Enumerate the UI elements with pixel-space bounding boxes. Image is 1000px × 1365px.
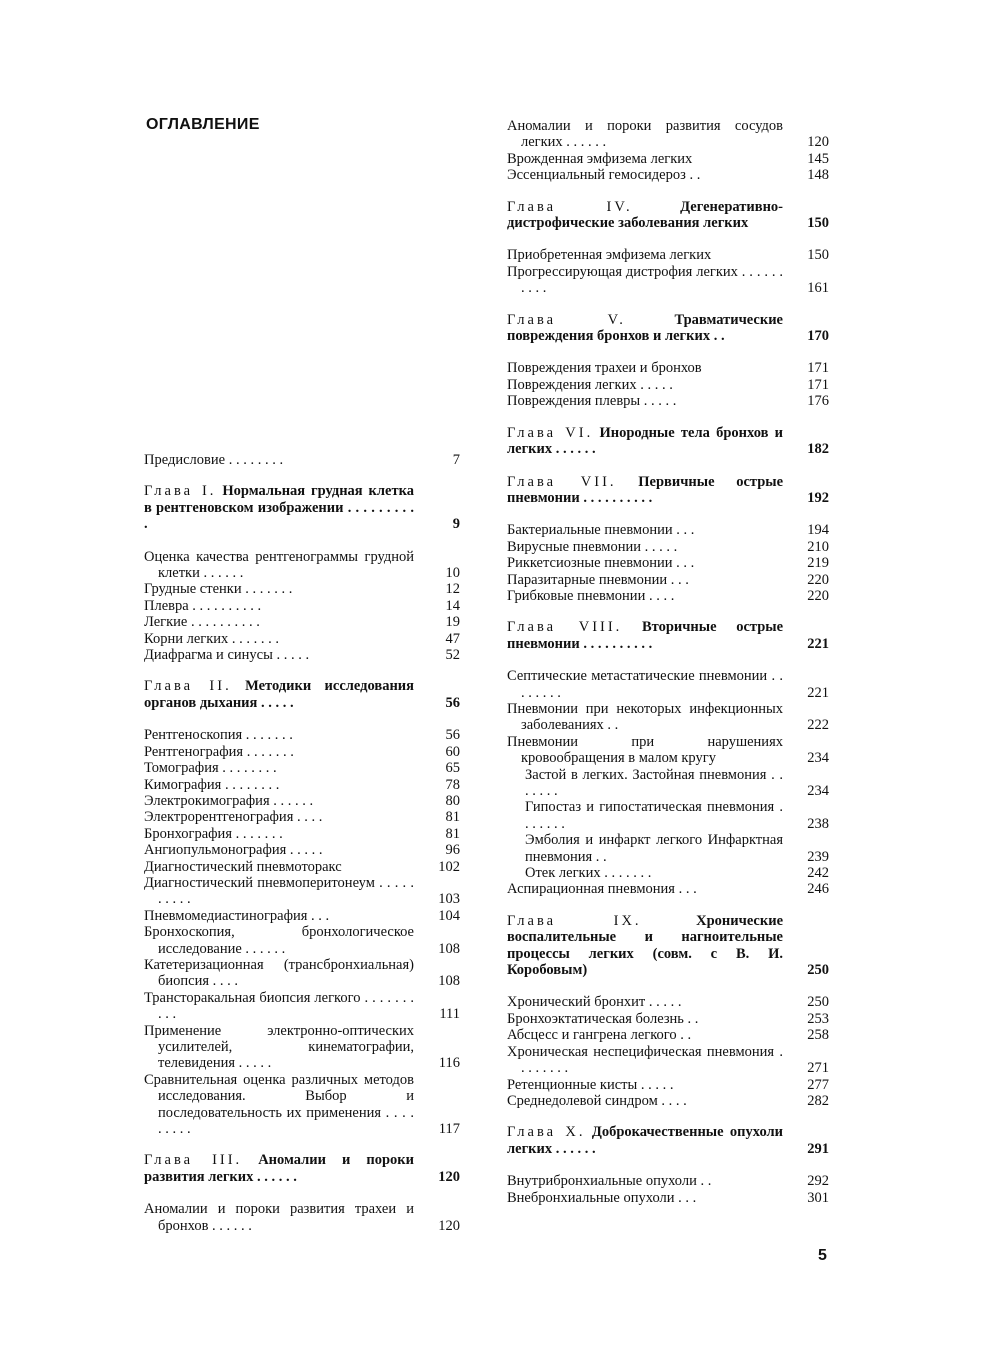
toc-chapter-entry — [144, 1152, 460, 1185]
toc-entry-title — [507, 425, 783, 458]
toc-entry — [507, 555, 829, 571]
toc-entry-title: Рентгеноскопия . . . . . . . — [144, 727, 293, 744]
toc-entry-title: Корни легких . . . . . . . — [144, 630, 280, 647]
toc-entry-title: Пневмомедиастинография . . . — [144, 907, 330, 924]
toc-entry — [507, 832, 829, 865]
toc-entry-title: Эмболия и инфаркт легкого Инфарктная пневмония . . — [525, 832, 783, 865]
toc-entry-title: Грудные стенки . . . . . . . — [144, 581, 293, 598]
toc-entry-title — [507, 199, 783, 232]
toc-entry-page: 210 — [807, 538, 829, 555]
toc-entry — [507, 264, 829, 297]
toc-entry — [144, 957, 460, 990]
toc-entry-page: 220 — [807, 587, 829, 604]
toc-entry-page: 234 — [807, 750, 829, 767]
toc-entry-page: 250 — [807, 962, 829, 979]
toc-entry-page: 145 — [807, 150, 829, 167]
toc-entry-page: 78 — [445, 776, 460, 793]
toc-entry — [507, 767, 829, 800]
toc-chapter-entry — [144, 678, 460, 711]
chapter-title: Аномалии и пороки развития легких . . . . . . — [144, 1152, 415, 1185]
toc-entry-title: Катетеризационная (трансбронхиальная) биопсия . . . . — [144, 956, 414, 990]
toc-entry-page: 161 — [807, 280, 829, 297]
toc-entry — [144, 727, 460, 743]
chapter-group — [507, 913, 829, 979]
toc-entry-page: 52 — [445, 647, 460, 664]
chapter-label: Глава V. — [507, 311, 626, 328]
toc-entry-title: Сравнительная оценка различных методов исследования. Выбор и последовательность их применения . . . . . . . . . — [144, 1071, 414, 1138]
toc-entry-page: 277 — [807, 1076, 829, 1093]
toc-entry-page: 117 — [438, 1121, 460, 1138]
toc-entry-page: 271 — [807, 1060, 829, 1077]
section-group — [144, 1201, 460, 1234]
toc-entry-page: 171 — [807, 360, 829, 377]
toc-entry-page: 12 — [445, 581, 460, 598]
toc-entry-title: Плевра . . . . . . . . . . — [144, 597, 262, 614]
toc-entry-page: 47 — [445, 630, 460, 647]
toc-entry — [144, 744, 460, 760]
toc-entry — [507, 539, 829, 555]
toc-entry-page: 234 — [807, 783, 829, 799]
toc-entry-title: Электрокимография . . . . . . — [144, 792, 314, 809]
toc-entry-page: 104 — [438, 907, 460, 924]
toc-entry — [144, 793, 460, 809]
toc-entry-page: 221 — [807, 684, 829, 701]
section-group — [507, 247, 829, 296]
toc-entry-title: Паразитарные пневмонии . . . — [507, 571, 689, 588]
toc-entry-page: 220 — [807, 571, 829, 588]
toc-entry-page: 96 — [445, 842, 460, 859]
toc-entry — [507, 118, 829, 151]
toc-chapter-entry — [507, 1124, 829, 1157]
toc-entry-page: 120 — [807, 134, 829, 151]
section-group — [144, 549, 460, 664]
section-group — [507, 994, 829, 1109]
toc-entry-title: Грибковые пневмонии . . . . — [507, 587, 675, 604]
toc-entry — [507, 522, 829, 538]
toc-entry-title: Эссенциальный гемосидероз . . — [507, 167, 701, 184]
toc-entry-page: 170 — [807, 328, 829, 345]
toc-entry — [507, 588, 829, 604]
toc-entry — [507, 881, 829, 897]
toc-entry-title: Диагностический пневмоперитонеум . . . . . . . . . . — [144, 874, 414, 908]
chapter-title: Доброкачественные опухоли легких . . . . . . — [507, 1124, 784, 1157]
chapter-label: Глава IX. — [507, 912, 642, 929]
toc-entry-title — [507, 474, 783, 507]
toc-entry — [507, 668, 829, 701]
toc-chapter-entry — [507, 312, 829, 345]
toc-entry-title: Застой в легких. Застойная пневмония . . . . . . . — [525, 766, 783, 799]
toc-entry-title: Повреждения трахеи и бронхов — [507, 360, 702, 377]
toc-entry-title: Гипостаз и гипостатическая пневмония . . . . . . . — [525, 799, 783, 832]
toc-entry-title: Томография . . . . . . . . — [144, 760, 277, 777]
chapter-group — [507, 474, 829, 507]
toc-entry-page: 150 — [807, 215, 829, 232]
toc-entry-title: Диагностический пневмоторакс — [144, 858, 342, 875]
toc-entry-title: Среднедолевой синдром . . . . — [507, 1092, 687, 1109]
toc-entry-page: 108 — [438, 940, 460, 957]
toc-entry — [144, 1023, 460, 1072]
toc-chapter-entry — [507, 199, 829, 232]
toc-right-column — [507, 118, 829, 1221]
toc-entry-title: Рентгенография . . . . . . . — [144, 743, 294, 760]
toc-entry-title: Бактериальные пневмонии . . . — [507, 522, 695, 539]
toc-entry-title: Приобретенная эмфизема легких — [507, 247, 712, 264]
toc-entry — [144, 924, 460, 957]
chapter-group — [507, 1124, 829, 1157]
toc-chapter-entry — [507, 913, 829, 979]
toc-entry — [507, 799, 829, 832]
chapter-group — [507, 312, 829, 345]
chapter-title: Дегенеративно-дистрофические заболевания легких — [507, 198, 783, 232]
toc-entry — [507, 1173, 829, 1189]
toc-entry-page: 292 — [807, 1173, 829, 1190]
toc-entry — [507, 151, 829, 167]
toc-entry-page: 242 — [807, 865, 829, 882]
toc-entry — [144, 809, 460, 825]
toc-entry-title: Абсцесс и гангрена легкого . . — [507, 1027, 692, 1044]
toc-entry-page: 65 — [445, 760, 460, 777]
toc-entry-page: 246 — [807, 881, 829, 898]
toc-entry-title: Кимография . . . . . . . . — [144, 776, 280, 793]
toc-entry-title: Оценка качества рентгенограммы грудной клетки . . . . . . — [144, 548, 414, 582]
toc-entry-title: Хронический бронхит . . . . . — [507, 994, 682, 1011]
section-group — [507, 360, 829, 409]
toc-entry-title: Электрорентгенография . . . . — [144, 809, 323, 826]
toc-entry — [507, 167, 829, 183]
chapter-label: Глава III. — [144, 1152, 243, 1169]
chapter-group — [144, 1152, 460, 1185]
toc-entry-page: 81 — [445, 809, 460, 826]
toc-entry-page: 148 — [807, 167, 829, 184]
chapter-group — [507, 425, 829, 458]
toc-entry — [507, 1044, 829, 1077]
toc-entry — [144, 908, 460, 924]
chapter-label: Глава X. — [507, 1124, 586, 1141]
toc-entry-title: Предисловие . . . . . . . . — [144, 452, 284, 468]
toc-chapter-entry — [507, 619, 829, 652]
toc-entry-title: Повреждения легких . . . . . — [507, 376, 673, 393]
toc-entry-title: Трансторакальная биопсия легкого . . . . . . . . . . — [144, 989, 414, 1023]
chapter-group — [144, 483, 460, 532]
toc-entry-title: Бронхоэктатическая болезнь . . — [507, 1010, 699, 1027]
chapter-label: Глава IV. — [507, 198, 633, 215]
toc-entry — [507, 1093, 829, 1109]
toc-entry-page: 222 — [807, 717, 829, 734]
toc-entry-title: Хроническая неспецифическая пневмония . . . . . . . . — [507, 1043, 783, 1077]
toc-entry-page: 120 — [438, 1168, 460, 1185]
chapter-label: Глава I. — [144, 483, 217, 500]
toc-entry-page: 238 — [807, 815, 829, 832]
toc-entry — [507, 701, 829, 734]
toc-entry-title: Пневмонии при некоторых инфекционных заболеваниях . . — [507, 700, 783, 734]
toc-entry-page: 80 — [445, 792, 460, 809]
toc-entry-title: Бронхография . . . . . . . — [144, 825, 283, 842]
toc-entry — [507, 360, 829, 376]
toc-chapter-entry — [507, 425, 829, 458]
toc-entry — [507, 1011, 829, 1027]
chapter-title: Первичные острые пневмонии . . . . . . . . . . — [507, 473, 784, 506]
toc-entry-title: Повреждения плевры . . . . . — [507, 393, 677, 410]
toc-entry-title: Применение электронно-оптических усилителей, кинематографии, телевидения . . . . . — [144, 1022, 414, 1072]
toc-entry — [507, 1077, 829, 1093]
chapter-title: Хронические воспалительные и нагноительные процессы легких (совм. с В. И. Коробовым) — [507, 912, 784, 979]
toc-entry-page: 239 — [807, 848, 829, 865]
toc-entry-page: 120 — [438, 1217, 460, 1234]
toc-entry — [144, 842, 460, 858]
toc-entry — [144, 859, 460, 875]
toc-entry — [507, 994, 829, 1010]
toc-entry — [144, 614, 460, 630]
chapter-group — [507, 619, 829, 652]
toc-entry-title: Септические метастатические пневмонии . . . . . . . . — [507, 668, 783, 701]
toc-entry — [507, 247, 829, 263]
toc-entry-title — [507, 913, 783, 979]
toc-entry-page: 194 — [807, 522, 829, 539]
toc-entry — [507, 734, 829, 767]
toc-entry-page: 81 — [445, 825, 460, 842]
toc-entry — [507, 865, 829, 881]
toc-entry-title: Легкие . . . . . . . . . . — [144, 614, 260, 631]
toc-entry-page: 219 — [807, 555, 829, 572]
toc-entry-title: Аномалии и пороки развития сосудов легких . . . . . . — [507, 118, 783, 151]
chapter-label: Глава VIII. — [507, 619, 623, 636]
toc-entry-title — [507, 312, 783, 345]
toc-entry — [144, 760, 460, 776]
toc-entry-page: 258 — [807, 1027, 829, 1044]
chapter-label: Глава VI. — [507, 424, 594, 441]
toc-entry-title — [144, 483, 414, 532]
toc-entry-page: 221 — [807, 635, 829, 652]
toc-entry-title: Аномалии и пороки развития трахеи и бронхов . . . . . . — [144, 1201, 414, 1234]
toc-entry-page: 192 — [807, 489, 829, 506]
toc-entry-page: 182 — [807, 441, 829, 458]
toc-entry-title: Пневмонии при нарушениях кровообращения в малом кругу — [507, 733, 783, 767]
toc-entry — [507, 1190, 829, 1206]
toc-entry-title: Отек легких . . . . . . . — [525, 865, 652, 882]
chapter-title: Методики исследования органов дыхания . . . . . — [144, 678, 414, 711]
toc-entry — [144, 777, 460, 793]
chapter-title: Нормальная грудная клетка в рентгеновском изображении . . . . . . . . . . — [144, 483, 414, 533]
toc-entry-title: Ангиопульмонография . . . . . — [144, 842, 323, 859]
toc-entry-title: Врожденная эмфизема легких — [507, 150, 693, 167]
section-group — [507, 668, 829, 898]
toc-entry — [144, 631, 460, 647]
toc-entry-page: 291 — [807, 1140, 829, 1157]
toc-entry-page: 7 — [452, 452, 460, 468]
section-group — [144, 452, 460, 468]
toc-entry-page: 19 — [445, 614, 460, 631]
chapter-title: Инородные тела бронхов и легких . . . . . . — [507, 424, 783, 458]
toc-entry-page: 150 — [807, 247, 829, 264]
toc-entry — [144, 647, 460, 663]
toc-entry — [144, 1201, 460, 1234]
toc-entry-title: Внутрибронхиальные опухоли . . — [507, 1173, 712, 1190]
toc-entry-title: Диафрагма и синусы . . . . . — [144, 647, 310, 664]
toc-heading: ОГЛАВЛЕНИЕ — [146, 116, 260, 133]
toc-entry — [507, 393, 829, 409]
toc-entry-page: 9 — [452, 516, 460, 533]
section-group — [507, 522, 829, 604]
toc-entry-page: 176 — [807, 393, 829, 410]
toc-entry-title: Аспирационная пневмония . . . — [507, 881, 697, 898]
page-number: 5 — [818, 1247, 827, 1264]
toc-entry-page: 56 — [445, 727, 460, 744]
toc-chapter-entry — [144, 483, 460, 532]
chapter-label: Глава II. — [144, 678, 232, 695]
toc-entry-page: 102 — [438, 858, 460, 875]
toc-entry-page: 250 — [807, 994, 829, 1011]
toc-entry — [507, 377, 829, 393]
chapter-title: Вторичные острые пневмонии . . . . . . . . . . — [507, 619, 784, 652]
chapter-group — [507, 199, 829, 232]
toc-entry-title — [144, 678, 414, 711]
toc-entry-page: 282 — [807, 1092, 829, 1109]
toc-entry-title: Вирусные пневмонии . . . . . — [507, 538, 678, 555]
toc-entry — [144, 826, 460, 842]
toc-entry-page: 56 — [445, 694, 460, 711]
section-group — [507, 118, 829, 184]
chapter-group — [144, 678, 460, 711]
toc-entry-title: Ретенционные кисты . . . . . — [507, 1076, 674, 1093]
toc-entry-title: Прогрессирующая дистрофия легких . . . . . . . . . . — [507, 263, 783, 297]
toc-chapter-entry — [507, 474, 829, 507]
toc-entry — [144, 452, 460, 468]
section-group — [507, 1173, 829, 1206]
toc-entry — [144, 598, 460, 614]
toc-entry-title: Внебронхиальные опухоли . . . — [507, 1189, 697, 1206]
toc-entry — [144, 581, 460, 597]
chapter-title: Травматические повреждения бронхов и легких . . — [507, 311, 783, 345]
toc-entry-title — [507, 619, 783, 652]
toc-entry-page: 14 — [445, 597, 460, 614]
toc-left-column — [144, 452, 460, 1249]
toc-entry-page: 10 — [445, 565, 460, 582]
toc-entry-page: 253 — [807, 1010, 829, 1027]
toc-entry — [144, 1072, 460, 1138]
toc-entry-page: 301 — [807, 1189, 829, 1206]
toc-entry-page: 60 — [445, 743, 460, 760]
toc-entry — [507, 1027, 829, 1043]
toc-entry — [507, 572, 829, 588]
toc-entry — [144, 549, 460, 582]
toc-entry-title: Риккетсиозные пневмонии . . . — [507, 555, 695, 572]
toc-entry-page: 111 — [439, 1006, 460, 1023]
chapter-label: Глава VII. — [507, 473, 617, 490]
toc-entry-page: 103 — [438, 891, 460, 908]
toc-entry-page: 171 — [807, 376, 829, 393]
toc-entry-title: Бронхоскопия, бронхологическое исследование . . . . . . — [144, 924, 414, 957]
toc-entry-page: 116 — [438, 1055, 460, 1072]
toc-entry-title — [507, 1124, 783, 1157]
toc-entry-page: 108 — [438, 973, 460, 990]
toc-entry — [144, 990, 460, 1023]
toc-entry — [144, 875, 460, 908]
section-group — [144, 727, 460, 1137]
toc-entry-title — [144, 1152, 414, 1185]
